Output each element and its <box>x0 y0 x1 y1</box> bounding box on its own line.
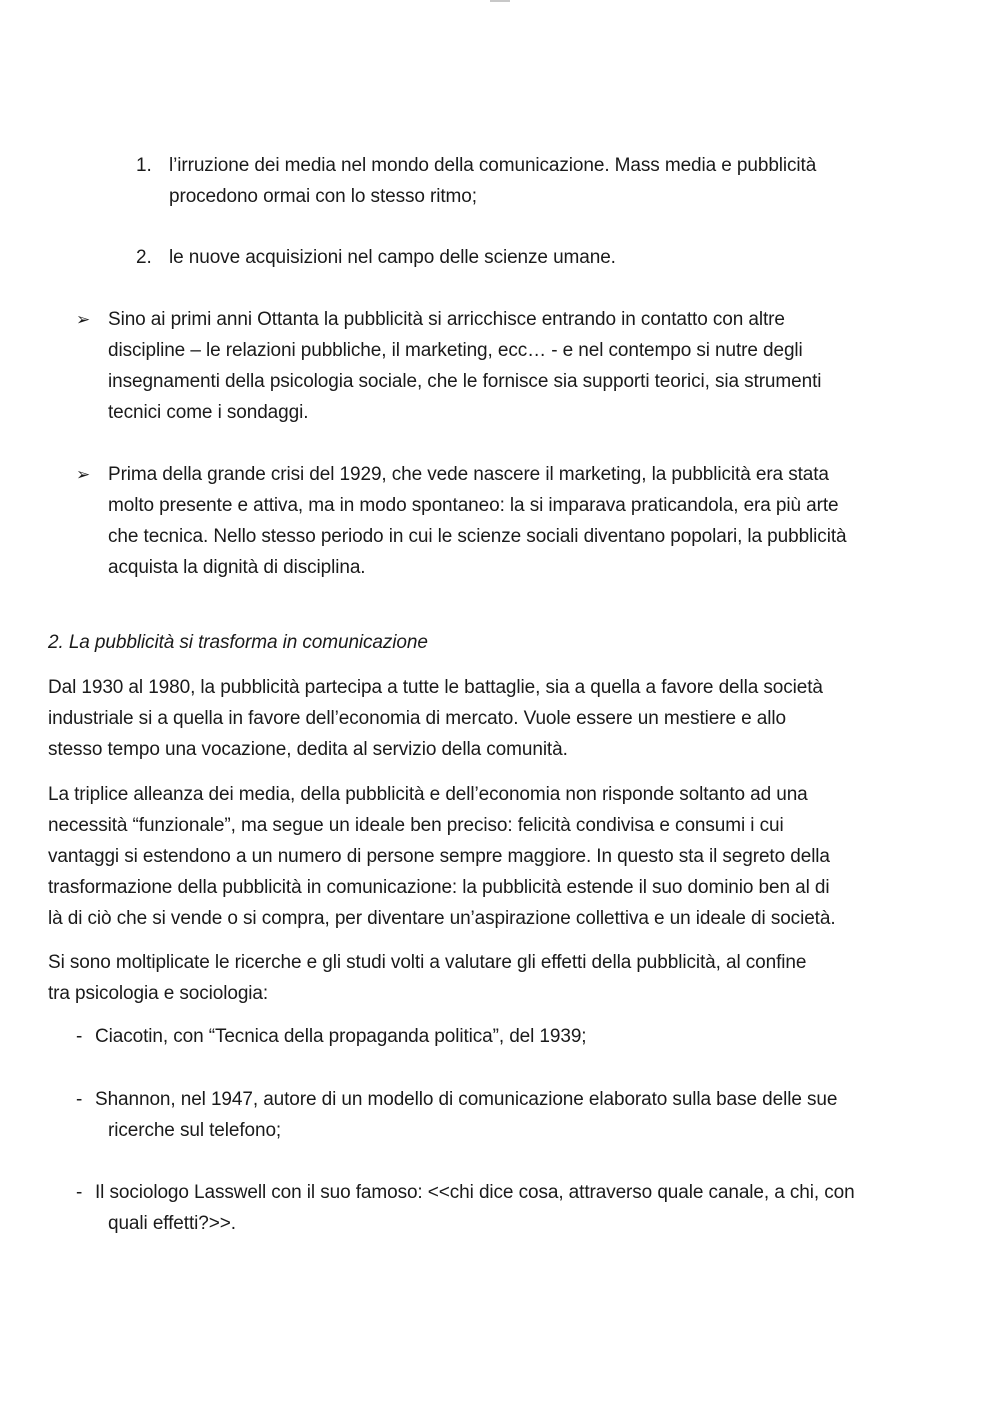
dash-list-item-1 <box>76 1021 956 1052</box>
arrow-bullet-icon: ➢ <box>76 310 91 329</box>
dash-bullet-icon: - <box>76 1026 83 1047</box>
paragraph-2 <box>48 779 954 934</box>
text-line: tecnici come i sondaggi. <box>108 402 309 423</box>
text-line: discipline – le relazioni pubbliche, il marketing, ecc… - e nel contempo si nutre degli <box>108 340 803 361</box>
section-heading: 2. La pubblicità si trasforma in comunicazione <box>48 632 428 653</box>
text-line: ricerche sul telefono; <box>108 1120 282 1141</box>
text-line: procedono ormai con lo stesso ritmo; <box>169 186 477 207</box>
item-number: 1. <box>136 155 152 176</box>
text-line: acquista la dignità di disciplina. <box>108 557 366 578</box>
text-line: quali effetti?>>. <box>108 1213 236 1234</box>
text-line: necessità “funzionale”, ma segue un ideale ben preciso: felicità condivisa e consumi i cui <box>48 815 784 836</box>
text-line: industriale si a quella in favore dell’economia di mercato. Vuole essere un mestiere e allo <box>48 708 786 729</box>
text-line: La triplice alleanza dei media, della pubblicità e dell’economia non risponde soltanto ad una <box>48 784 808 805</box>
text-line: Si sono moltiplicate le ricerche e gli studi volti a valutare gli effetti della pubblicità, al confine <box>48 952 807 973</box>
text-line: Ciacotin, con “Tecnica della propaganda politica”, del 1939; <box>95 1026 587 1047</box>
bullet-text <box>108 304 956 428</box>
text-line: le nuove acquisizioni nel campo delle scienze umane. <box>169 247 616 268</box>
dash-bullet-icon: - <box>76 1182 83 1203</box>
arrow-bullet-item-1 <box>76 304 956 428</box>
item-text <box>169 150 936 212</box>
arrow-bullet-icon: ➢ <box>76 465 91 484</box>
text-line: vantaggi si estendono a un numero di persone sempre maggiore. In questo sta il segreto della <box>48 846 830 867</box>
text-line: Shannon, nel 1947, autore di un modello di comunicazione elaborato sulla base delle sue <box>95 1089 838 1110</box>
numbered-item-1 <box>136 150 936 212</box>
dash-list-item-2 <box>76 1084 956 1146</box>
item-text <box>169 242 936 273</box>
text-line: trasformazione della pubblicità in comunicazione: la pubblicità estende il suo dominio ben al di <box>48 877 830 898</box>
paragraph-3 <box>48 947 954 1009</box>
text-line: molto presente e attiva, ma in modo spontaneo: la si imparava praticandola, era più arte <box>108 495 839 516</box>
text-line: tra psicologia e sociologia: <box>48 983 269 1004</box>
text-line: Sino ai primi anni Ottanta la pubblicità si arricchisce entrando in contatto con altre <box>108 309 785 330</box>
text-line: stesso tempo una vocazione, dedita al servizio della comunità. <box>48 739 568 760</box>
paragraph-1 <box>48 672 954 765</box>
text-line: l’irruzione dei media nel mondo della comunicazione. Mass media e pubblicità <box>169 155 817 176</box>
numbered-item-2 <box>136 242 936 273</box>
item-number: 2. <box>136 247 152 268</box>
dash-bullet-icon: - <box>76 1089 83 1110</box>
text-line: insegnamenti della psicologia sociale, che le fornisce sia supporti teorici, sia strumenti <box>108 371 822 392</box>
text-line: Prima della grande crisi del 1929, che vede nascere il marketing, la pubblicità era stata <box>108 464 829 485</box>
dash-list-item-3 <box>76 1177 956 1239</box>
text-line: Dal 1930 al 1980, la pubblicità partecipa a tutte le battaglie, sia a quella a favore della società <box>48 677 823 698</box>
text-line: là di ciò che si vende o si compra, per diventare un’aspirazione collettiva e un ideale di società. <box>48 908 836 929</box>
bullet-text <box>108 459 956 583</box>
text-line: che tecnica. Nello stesso periodo in cui le scienze sociali diventano popolari, la pubblicità <box>108 526 847 547</box>
page-header-mark <box>490 0 510 2</box>
text-line: Il sociologo Lasswell con il suo famoso: <<chi dice cosa, attraverso quale canale, a chi, con <box>95 1182 855 1203</box>
arrow-bullet-item-2 <box>76 459 956 583</box>
